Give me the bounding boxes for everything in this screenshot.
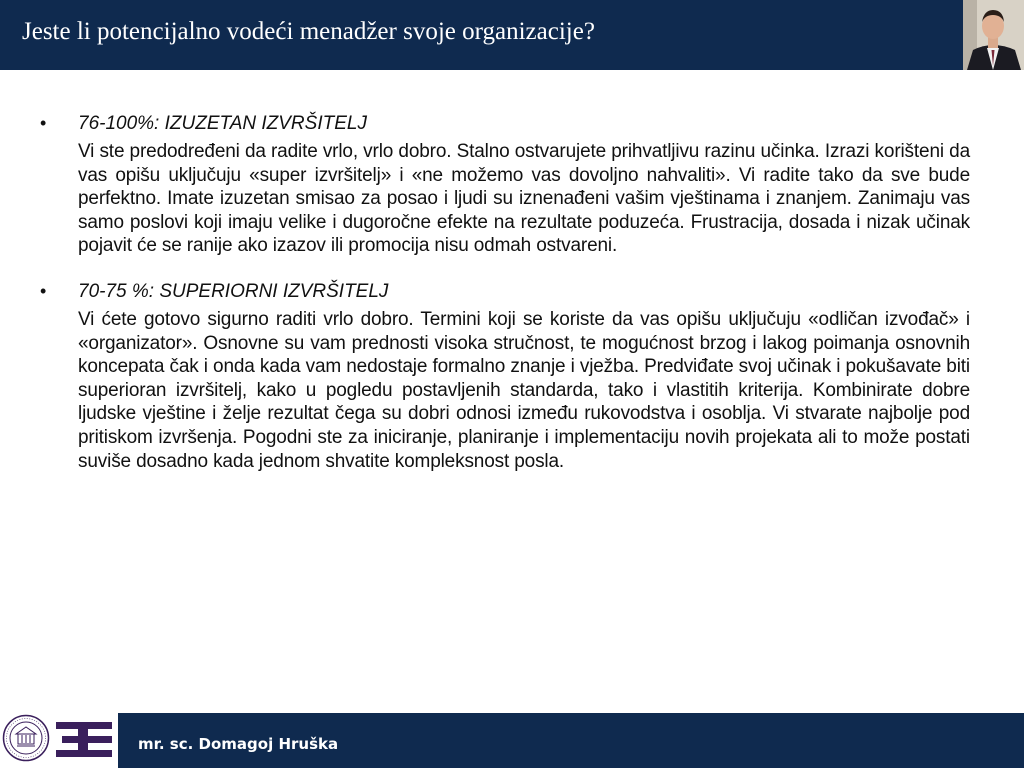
bullet: •: [40, 280, 47, 301]
footer-bar: [118, 713, 1024, 768]
item-title: 76-100%: IZUZETAN IZVRŠITELJ: [78, 113, 367, 134]
item-body: Vi ste predodređeni da radite vrlo, vrlo dobro. Stalno ostvarujete prihvatljivu razinu učinka. Izrazi korišteni da vas opišu uključuju «super izvršitelj» i «ne možemo vas dovoljno nahvaliti». Vi radite tako da sve bude perfektno. Imate izuzetan smisao za posao i ljudi su iznenađeni vašim vještinama i znanjem. Zanimaju vas samo poslovi koji imaju velike i dugoročne efekte na rezultate poduzeća. Frustracija, dosada i nizak učinak pojavit će se ranije ako izazov ili promocija nisu odmah ostvareni.: [78, 141, 970, 257]
faculty-logo-icon: [56, 722, 112, 758]
slide-content: [40, 112, 970, 495]
title-bar: [0, 0, 1024, 70]
item-body: Vi ćete gotovo sigurno raditi vrlo dobro. Termini koji se koriste da vas opišu uključuju «odličan izvođač» i «organizator». Osnovne su vam prednosti visoka stručnost, te mogućnost brzog i lakog poimanja osnovnih koncepata čak i onda kada vam nedostaje formalno znanje i vježba. Predviđate svoj učinak i pokušavate biti superioran izvršitelj, kako u pogledu postavljenih standarda, tako i vlastitih kriterija. Kombinirate dobre ljudske vještine i želje rezultat čega su dobri odnosi između rukovodstva i osoblja. Vi stvarate najbolje pod pritiskom izvršenja. Pogodni ste za iniciranje, planiranje i implementaciju novih projekata ali to može postati suviše dosadno kada jednom shvatite kompleksnost posla.: [78, 308, 970, 472]
list-item: [40, 280, 970, 473]
slide-title: Jeste li potencijalno vodeći menadžer svoje organizacije?: [22, 18, 595, 45]
author-name: mr. sc. Domagoj Hruška: [138, 735, 339, 753]
university-seal-icon: [2, 714, 50, 762]
item-title: 70-75 %: SUPERIORNI IZVRŠITELJ: [78, 280, 389, 302]
author-photo: [963, 0, 1024, 70]
list-item: [40, 112, 970, 258]
bullet: •: [40, 113, 47, 133]
